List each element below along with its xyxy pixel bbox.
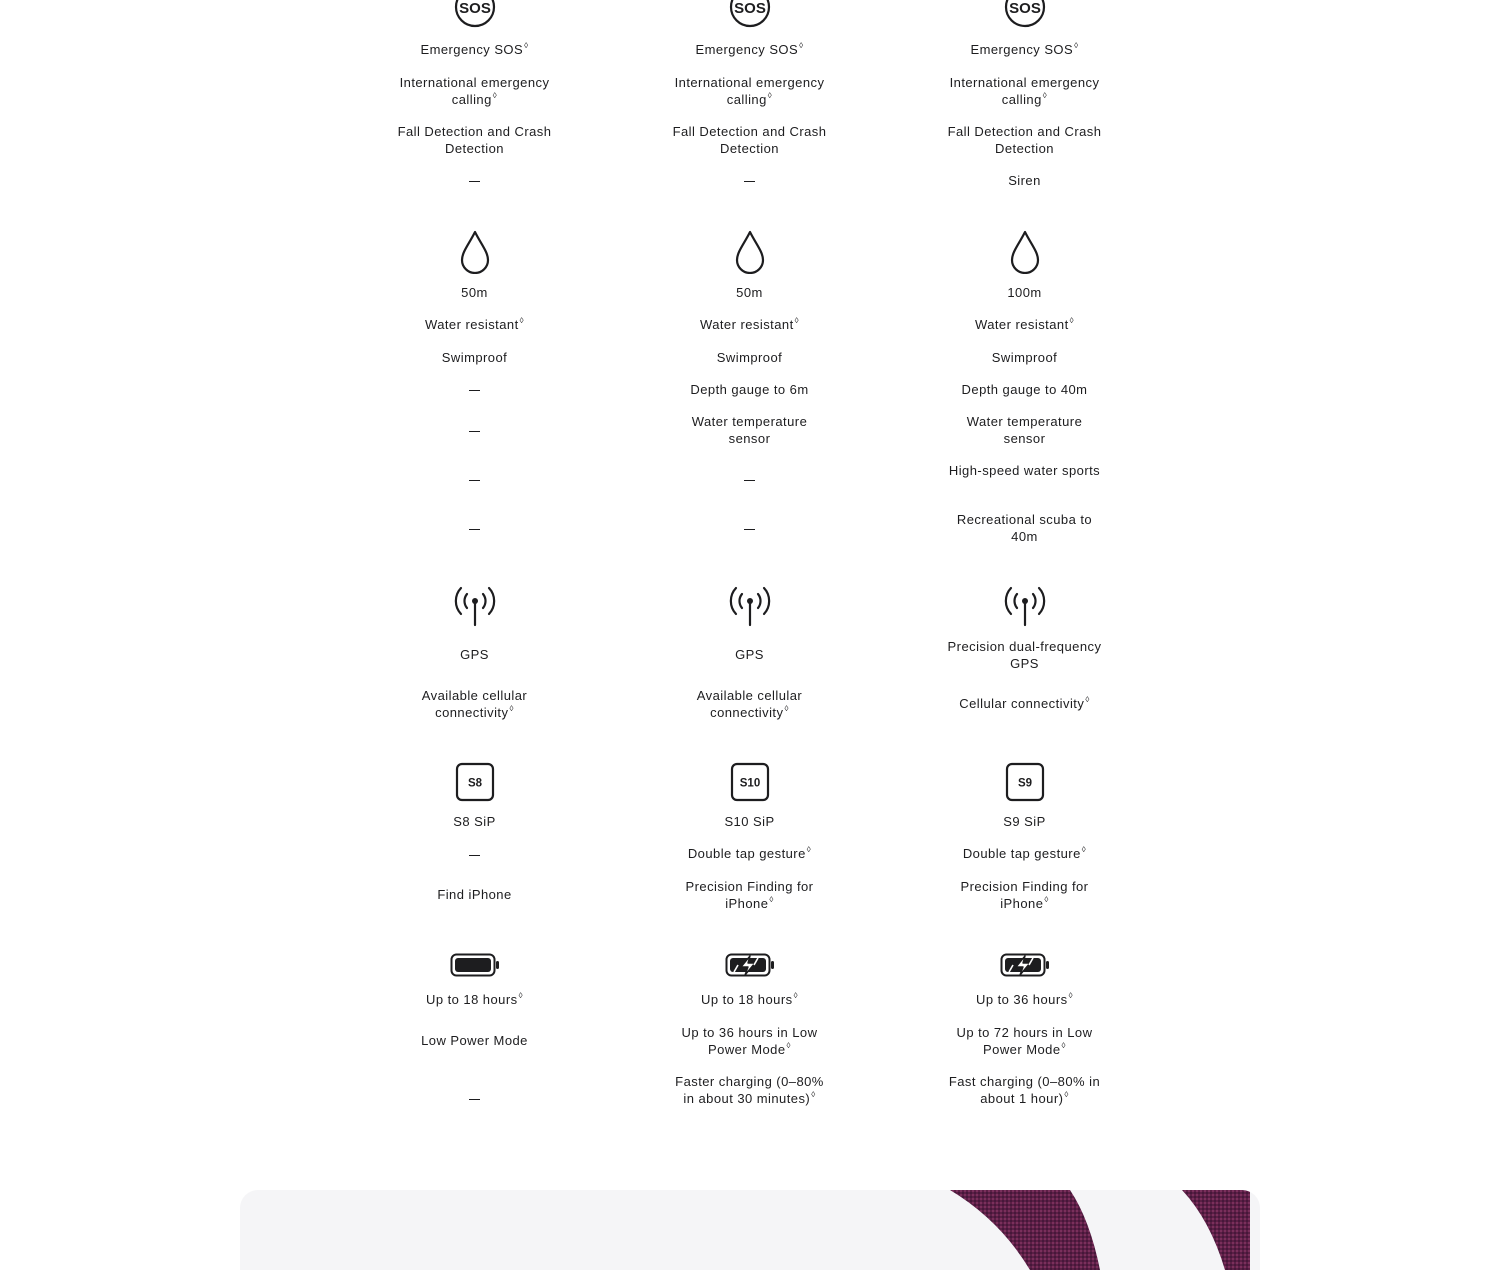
gps-feature-text: [337, 687, 612, 721]
feature-label: Siren: [1008, 173, 1041, 188]
feature-label: International emergency calling◊: [949, 75, 1100, 107]
water-feature-text: [337, 349, 612, 366]
feature-label: Precision Finding for iPhone◊: [960, 879, 1089, 911]
safety-feature-text: [887, 123, 1162, 157]
feature-label: 50m: [736, 285, 763, 300]
feature-label: GPS: [735, 647, 764, 662]
dash-mark: [469, 390, 480, 392]
feature-label: Depth gauge to 6m: [690, 382, 809, 397]
not-available-dash: [337, 1090, 612, 1107]
battery-feature-text: [887, 1024, 1162, 1058]
safety-feature-text: [612, 74, 887, 108]
feature-label: Water temperature sensor: [966, 414, 1083, 446]
antenna-icon: [1002, 585, 1048, 632]
feature-label: High-speed water sports: [948, 463, 1101, 478]
feature-label: Emergency SOS◊: [420, 40, 529, 57]
dash-mark: [469, 855, 480, 857]
battery-feature-text: [337, 991, 612, 1008]
feature-label: Double tap gesture◊: [962, 844, 1087, 861]
feature-label: Precision dual-frequency GPS: [947, 639, 1102, 671]
water-feature-text: [887, 511, 1162, 545]
feature-label: Swimproof: [441, 350, 508, 365]
footnote-mark[interactable]: ◊: [492, 90, 498, 100]
chip-label: S9: [1017, 777, 1032, 790]
feature-label: Fall Detection and Crash Detection: [672, 124, 827, 156]
gps-feature-text: [337, 646, 612, 663]
water-feature-text: [612, 284, 887, 301]
battery-feature-text: [612, 1024, 887, 1058]
feature-label: S10 SiP: [724, 814, 775, 829]
battery-feature-text: [612, 991, 887, 1008]
feature-label: 50m: [461, 285, 488, 300]
dash-mark: [744, 181, 755, 183]
safety-feature-text: [337, 74, 612, 108]
footnote-mark[interactable]: ◊: [1044, 894, 1049, 904]
gps-feature-text: [887, 695, 1162, 712]
promo-banner[interactable]: [240, 1190, 1260, 1270]
safety-feature-text: [337, 123, 612, 157]
footnote-mark[interactable]: ◊: [786, 1040, 791, 1050]
dash-mark: [469, 1099, 480, 1101]
footnote-mark[interactable]: ◊: [519, 315, 525, 325]
safety-feature-text: [612, 123, 887, 157]
safety-feature-text: [887, 41, 1162, 58]
water-feature-text: [887, 381, 1162, 398]
safety-feature-text: [612, 41, 887, 58]
feature-label: Fast charging (0–80% in about 1 hour)◊: [948, 1074, 1101, 1106]
safety-feature-text: [337, 41, 612, 58]
dash-mark: [469, 529, 480, 531]
chip-feature-text: [612, 813, 887, 830]
sos-badge-text: SOS: [733, 0, 766, 17]
feature-label: Available cellular connectivity◊: [421, 688, 528, 720]
battery-charging-icon: [725, 950, 775, 985]
feature-label: GPS: [460, 647, 489, 662]
sos-icon: [728, 0, 772, 33]
feature-label: Fall Detection and Crash Detection: [397, 124, 552, 156]
feature-label: 100m: [1007, 285, 1042, 300]
chip-label: S10: [739, 777, 760, 790]
feature-label: Emergency SOS◊: [970, 40, 1079, 57]
chip-feature-text: [887, 813, 1162, 830]
dash-mark: [469, 181, 480, 183]
not-available-dash: [337, 172, 612, 189]
chip-feature-text: [612, 845, 887, 862]
footnote-mark[interactable]: ◊: [811, 1089, 816, 1099]
safety-feature-text: [887, 74, 1162, 108]
not-available-dash: [337, 520, 612, 537]
feature-label: Up to 72 hours in Low Power Mode◊: [956, 1025, 1093, 1057]
not-available-dash: [612, 172, 887, 189]
water-feature-text: [887, 349, 1162, 366]
water-drop-icon: [459, 230, 491, 279]
water-drop-icon: [734, 230, 766, 279]
footnote-mark[interactable]: ◊: [769, 894, 774, 904]
feature-label: Up to 36 hours in Low Power Mode◊: [681, 1025, 818, 1057]
footnote-mark[interactable]: ◊: [794, 315, 800, 325]
sos-badge-text: SOS: [458, 0, 491, 17]
water-feature-text: [887, 462, 1162, 479]
footnote-mark[interactable]: ◊: [1068, 990, 1073, 1000]
footnote-mark[interactable]: ◊: [767, 90, 773, 100]
footnote-mark[interactable]: ◊: [784, 703, 789, 713]
footnote-mark[interactable]: ◊: [509, 703, 514, 713]
water-feature-text: [337, 284, 612, 301]
water-feature-text: [887, 284, 1162, 301]
not-available-dash: [337, 471, 612, 488]
gps-feature-text: [612, 687, 887, 721]
feature-label: Find iPhone: [437, 887, 512, 902]
dash-mark: [744, 529, 755, 531]
not-available-dash: [337, 846, 612, 863]
footnote-mark[interactable]: ◊: [1061, 1040, 1066, 1050]
feature-label: Swimproof: [716, 350, 783, 365]
feature-label: Low Power Mode: [421, 1033, 528, 1048]
battery-charging-icon: [1000, 950, 1050, 985]
chip-feature-text: [887, 878, 1162, 912]
antenna-icon: [727, 585, 773, 632]
feature-label: Water resistant◊: [974, 315, 1075, 332]
watch-band-image: [240, 1190, 1260, 1270]
feature-label: Water resistant◊: [699, 315, 800, 332]
not-available-dash: [612, 471, 887, 488]
feature-label: Recreational scuba to 40m: [956, 512, 1093, 544]
feature-label: International emergency calling◊: [674, 75, 825, 107]
footnote-mark[interactable]: ◊: [524, 40, 529, 50]
sos-badge-text: SOS: [1008, 0, 1041, 17]
feature-label: Cellular connectivity◊: [959, 694, 1090, 711]
water-feature-text: [887, 413, 1162, 447]
chip-feature-text: [337, 813, 612, 830]
footnote-mark[interactable]: ◊: [1085, 694, 1090, 704]
not-available-dash: [337, 422, 612, 439]
water-feature-text: [612, 381, 887, 398]
footnote-mark[interactable]: ◊: [1064, 1089, 1069, 1099]
footnote-mark[interactable]: ◊: [1069, 315, 1075, 325]
footnote-mark[interactable]: ◊: [793, 990, 798, 1000]
water-feature-text: [612, 349, 887, 366]
feature-label: S9 SiP: [1003, 814, 1046, 829]
feature-label: Fall Detection and Crash Detection: [947, 124, 1102, 156]
dash-mark: [469, 431, 480, 433]
dash-mark: [469, 480, 480, 482]
sos-icon: [453, 0, 497, 33]
feature-label: S8 SiP: [453, 814, 496, 829]
battery-feature-text: [337, 1032, 612, 1049]
chip-icon: [455, 762, 495, 807]
water-drop-icon: [1009, 230, 1041, 279]
feature-label: Double tap gesture◊: [687, 844, 812, 861]
feature-label: Swimproof: [991, 350, 1058, 365]
battery-feature-text: [887, 1073, 1162, 1107]
water-feature-text: [887, 316, 1162, 333]
footnote-mark[interactable]: ◊: [1074, 40, 1079, 50]
water-feature-text: [612, 413, 887, 447]
footnote-mark[interactable]: ◊: [806, 844, 812, 854]
battery-feature-text: [612, 1073, 887, 1107]
gps-feature-text: [887, 638, 1162, 672]
feature-label: Up to 18 hours◊: [701, 990, 798, 1007]
footnote-mark[interactable]: ◊: [1042, 90, 1048, 100]
chip-label: S8: [467, 777, 482, 790]
chip-feature-text: [612, 878, 887, 912]
chip-icon: [730, 762, 770, 807]
sos-icon: [1003, 0, 1047, 33]
battery-feature-text: [887, 991, 1162, 1008]
feature-label: Available cellular connectivity◊: [696, 688, 803, 720]
antenna-icon: [452, 585, 498, 632]
feature-label: Precision Finding for iPhone◊: [685, 879, 814, 911]
battery-icon: [450, 950, 500, 985]
feature-label: Water temperature sensor: [691, 414, 808, 446]
feature-label: Emergency SOS◊: [695, 40, 804, 57]
footnote-mark[interactable]: ◊: [518, 990, 523, 1000]
feature-label: Water resistant◊: [424, 315, 525, 332]
chip-icon: [1005, 762, 1045, 807]
footnote-mark[interactable]: ◊: [1081, 844, 1087, 854]
feature-label: Depth gauge to 40m: [961, 382, 1088, 397]
not-available-dash: [337, 381, 612, 398]
gps-feature-text: [612, 646, 887, 663]
safety-feature-text: [887, 172, 1162, 189]
water-feature-text: [337, 316, 612, 333]
feature-label: International emergency calling◊: [399, 75, 550, 107]
feature-label: Up to 18 hours◊: [426, 990, 523, 1007]
feature-label: Up to 36 hours◊: [976, 990, 1073, 1007]
footnote-mark[interactable]: ◊: [799, 40, 804, 50]
feature-label: Faster charging (0–80% in about 30 minutes)◊: [675, 1074, 824, 1106]
not-available-dash: [612, 520, 887, 537]
chip-feature-text: [887, 845, 1162, 862]
dash-mark: [744, 480, 755, 482]
chip-feature-text: [337, 886, 612, 903]
water-feature-text: [612, 316, 887, 333]
